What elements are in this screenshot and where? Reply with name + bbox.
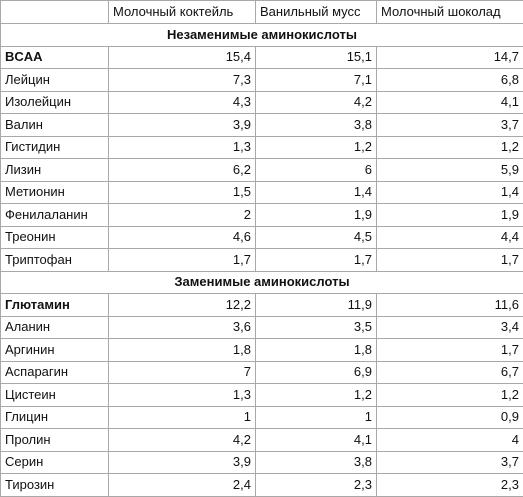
amino-acid-name: Триптофан xyxy=(1,249,109,272)
amino-acid-value: 7 xyxy=(109,361,256,384)
amino-acid-value: 1,7 xyxy=(377,339,523,362)
table-row xyxy=(1,204,523,227)
table-row xyxy=(1,249,523,272)
amino-acid-name: Аланин xyxy=(1,316,109,339)
amino-acid-name: Треонин xyxy=(1,226,109,249)
amino-acid-name: Пролин xyxy=(1,429,109,452)
amino-acid-value: 14,7 xyxy=(377,46,523,69)
section-title: Незаменимые аминокислоты xyxy=(1,24,523,47)
amino-acid-value: 1,3 xyxy=(109,136,256,159)
amino-acid-value: 11,6 xyxy=(377,294,523,317)
amino-acid-value: 6,9 xyxy=(256,361,377,384)
amino-acid-name: Тирозин xyxy=(1,474,109,497)
amino-acid-name: Фенилаланин xyxy=(1,204,109,227)
table-row xyxy=(1,316,523,339)
table-row xyxy=(1,181,523,204)
amino-acid-value: 3,6 xyxy=(109,316,256,339)
amino-acid-value: 3,9 xyxy=(109,114,256,137)
amino-acid-value: 11,9 xyxy=(256,294,377,317)
table-row xyxy=(1,384,523,407)
table-row xyxy=(1,136,523,159)
amino-acid-name: Цистеин xyxy=(1,384,109,407)
amino-acid-name: Лизин xyxy=(1,159,109,182)
amino-acid-value: 1,9 xyxy=(377,204,523,227)
amino-acid-name: Серин xyxy=(1,451,109,474)
amino-acid-value: 1,2 xyxy=(256,384,377,407)
table-row xyxy=(1,46,523,69)
amino-acid-name: Гистидин xyxy=(1,136,109,159)
amino-acid-value: 2 xyxy=(109,204,256,227)
amino-acid-value: 2,4 xyxy=(109,474,256,497)
amino-acid-value: 4,3 xyxy=(109,91,256,114)
amino-acid-value: 3,8 xyxy=(256,114,377,137)
amino-acid-value: 15,4 xyxy=(109,46,256,69)
amino-acid-value: 7,3 xyxy=(109,69,256,92)
table-row xyxy=(1,429,523,452)
amino-acid-value: 3,7 xyxy=(377,451,523,474)
table-row xyxy=(1,339,523,362)
table-row xyxy=(1,226,523,249)
amino-acid-value: 2,3 xyxy=(256,474,377,497)
amino-acid-value: 3,7 xyxy=(377,114,523,137)
amino-acid-value: 1,9 xyxy=(256,204,377,227)
amino-acid-value: 4 xyxy=(377,429,523,452)
amino-acid-value: 4,2 xyxy=(256,91,377,114)
amino-acid-value: 3,8 xyxy=(256,451,377,474)
amino-acid-value: 0,9 xyxy=(377,406,523,429)
amino-acid-name: Глютамин xyxy=(1,294,109,317)
amino-acid-value: 6 xyxy=(256,159,377,182)
table-row xyxy=(1,114,523,137)
amino-acid-name: Изолейцин xyxy=(1,91,109,114)
column-header-milkshake: Молочный коктейль xyxy=(109,1,256,24)
table-row xyxy=(1,294,523,317)
amino-acid-value: 3,4 xyxy=(377,316,523,339)
table-row xyxy=(1,91,523,114)
column-header-milk-chocolate: Молочный шоколад xyxy=(377,1,523,24)
amino-acid-value: 1,2 xyxy=(377,384,523,407)
amino-acid-name: Аргинин xyxy=(1,339,109,362)
amino-acid-value: 1,4 xyxy=(377,181,523,204)
table-row xyxy=(1,406,523,429)
amino-acid-value: 1,2 xyxy=(256,136,377,159)
amino-acid-value: 4,1 xyxy=(256,429,377,452)
amino-acid-value: 7,1 xyxy=(256,69,377,92)
table-row xyxy=(1,159,523,182)
section-row xyxy=(1,24,523,47)
amino-acid-value: 4,2 xyxy=(109,429,256,452)
amino-acid-value: 1,4 xyxy=(256,181,377,204)
amino-acid-name: Аспарагин xyxy=(1,361,109,384)
amino-acid-value: 1 xyxy=(109,406,256,429)
column-header-vanilla-mousse: Ванильный мусс xyxy=(256,1,377,24)
amino-acid-value: 6,8 xyxy=(377,69,523,92)
amino-acid-value: 1,5 xyxy=(109,181,256,204)
amino-acid-value: 1 xyxy=(256,406,377,429)
amino-acid-value: 6,7 xyxy=(377,361,523,384)
amino-acid-value: 1,7 xyxy=(109,249,256,272)
amino-acid-value: 1,2 xyxy=(377,136,523,159)
amino-acid-value: 4,6 xyxy=(109,226,256,249)
amino-acid-value: 12,2 xyxy=(109,294,256,317)
amino-acid-name: Глицин xyxy=(1,406,109,429)
amino-acid-name: Валин xyxy=(1,114,109,137)
table-row xyxy=(1,451,523,474)
amino-acid-value: 4,1 xyxy=(377,91,523,114)
amino-acid-value: 1,3 xyxy=(109,384,256,407)
amino-acid-value: 1,8 xyxy=(256,339,377,362)
amino-acid-value: 6,2 xyxy=(109,159,256,182)
table-body xyxy=(1,1,523,497)
table-row xyxy=(1,474,523,497)
section-title: Заменимые аминокислоты xyxy=(1,271,523,294)
table-row xyxy=(1,69,523,92)
column-header-empty xyxy=(1,1,109,24)
amino-acid-name: Лейцин xyxy=(1,69,109,92)
amino-acid-value: 2,3 xyxy=(377,474,523,497)
table-row xyxy=(1,361,523,384)
amino-acid-name: Метионин xyxy=(1,181,109,204)
amino-acid-value: 4,4 xyxy=(377,226,523,249)
section-row xyxy=(1,271,523,294)
amino-acid-value: 5,9 xyxy=(377,159,523,182)
amino-acid-value: 1,8 xyxy=(109,339,256,362)
amino-acid-value: 1,7 xyxy=(256,249,377,272)
amino-acid-value: 4,5 xyxy=(256,226,377,249)
amino-acid-value: 15,1 xyxy=(256,46,377,69)
header-row xyxy=(1,1,523,24)
amino-acid-name: BCAA xyxy=(1,46,109,69)
amino-acid-value: 1,7 xyxy=(377,249,523,272)
amino-acid-value: 3,5 xyxy=(256,316,377,339)
amino-acid-value: 3,9 xyxy=(109,451,256,474)
